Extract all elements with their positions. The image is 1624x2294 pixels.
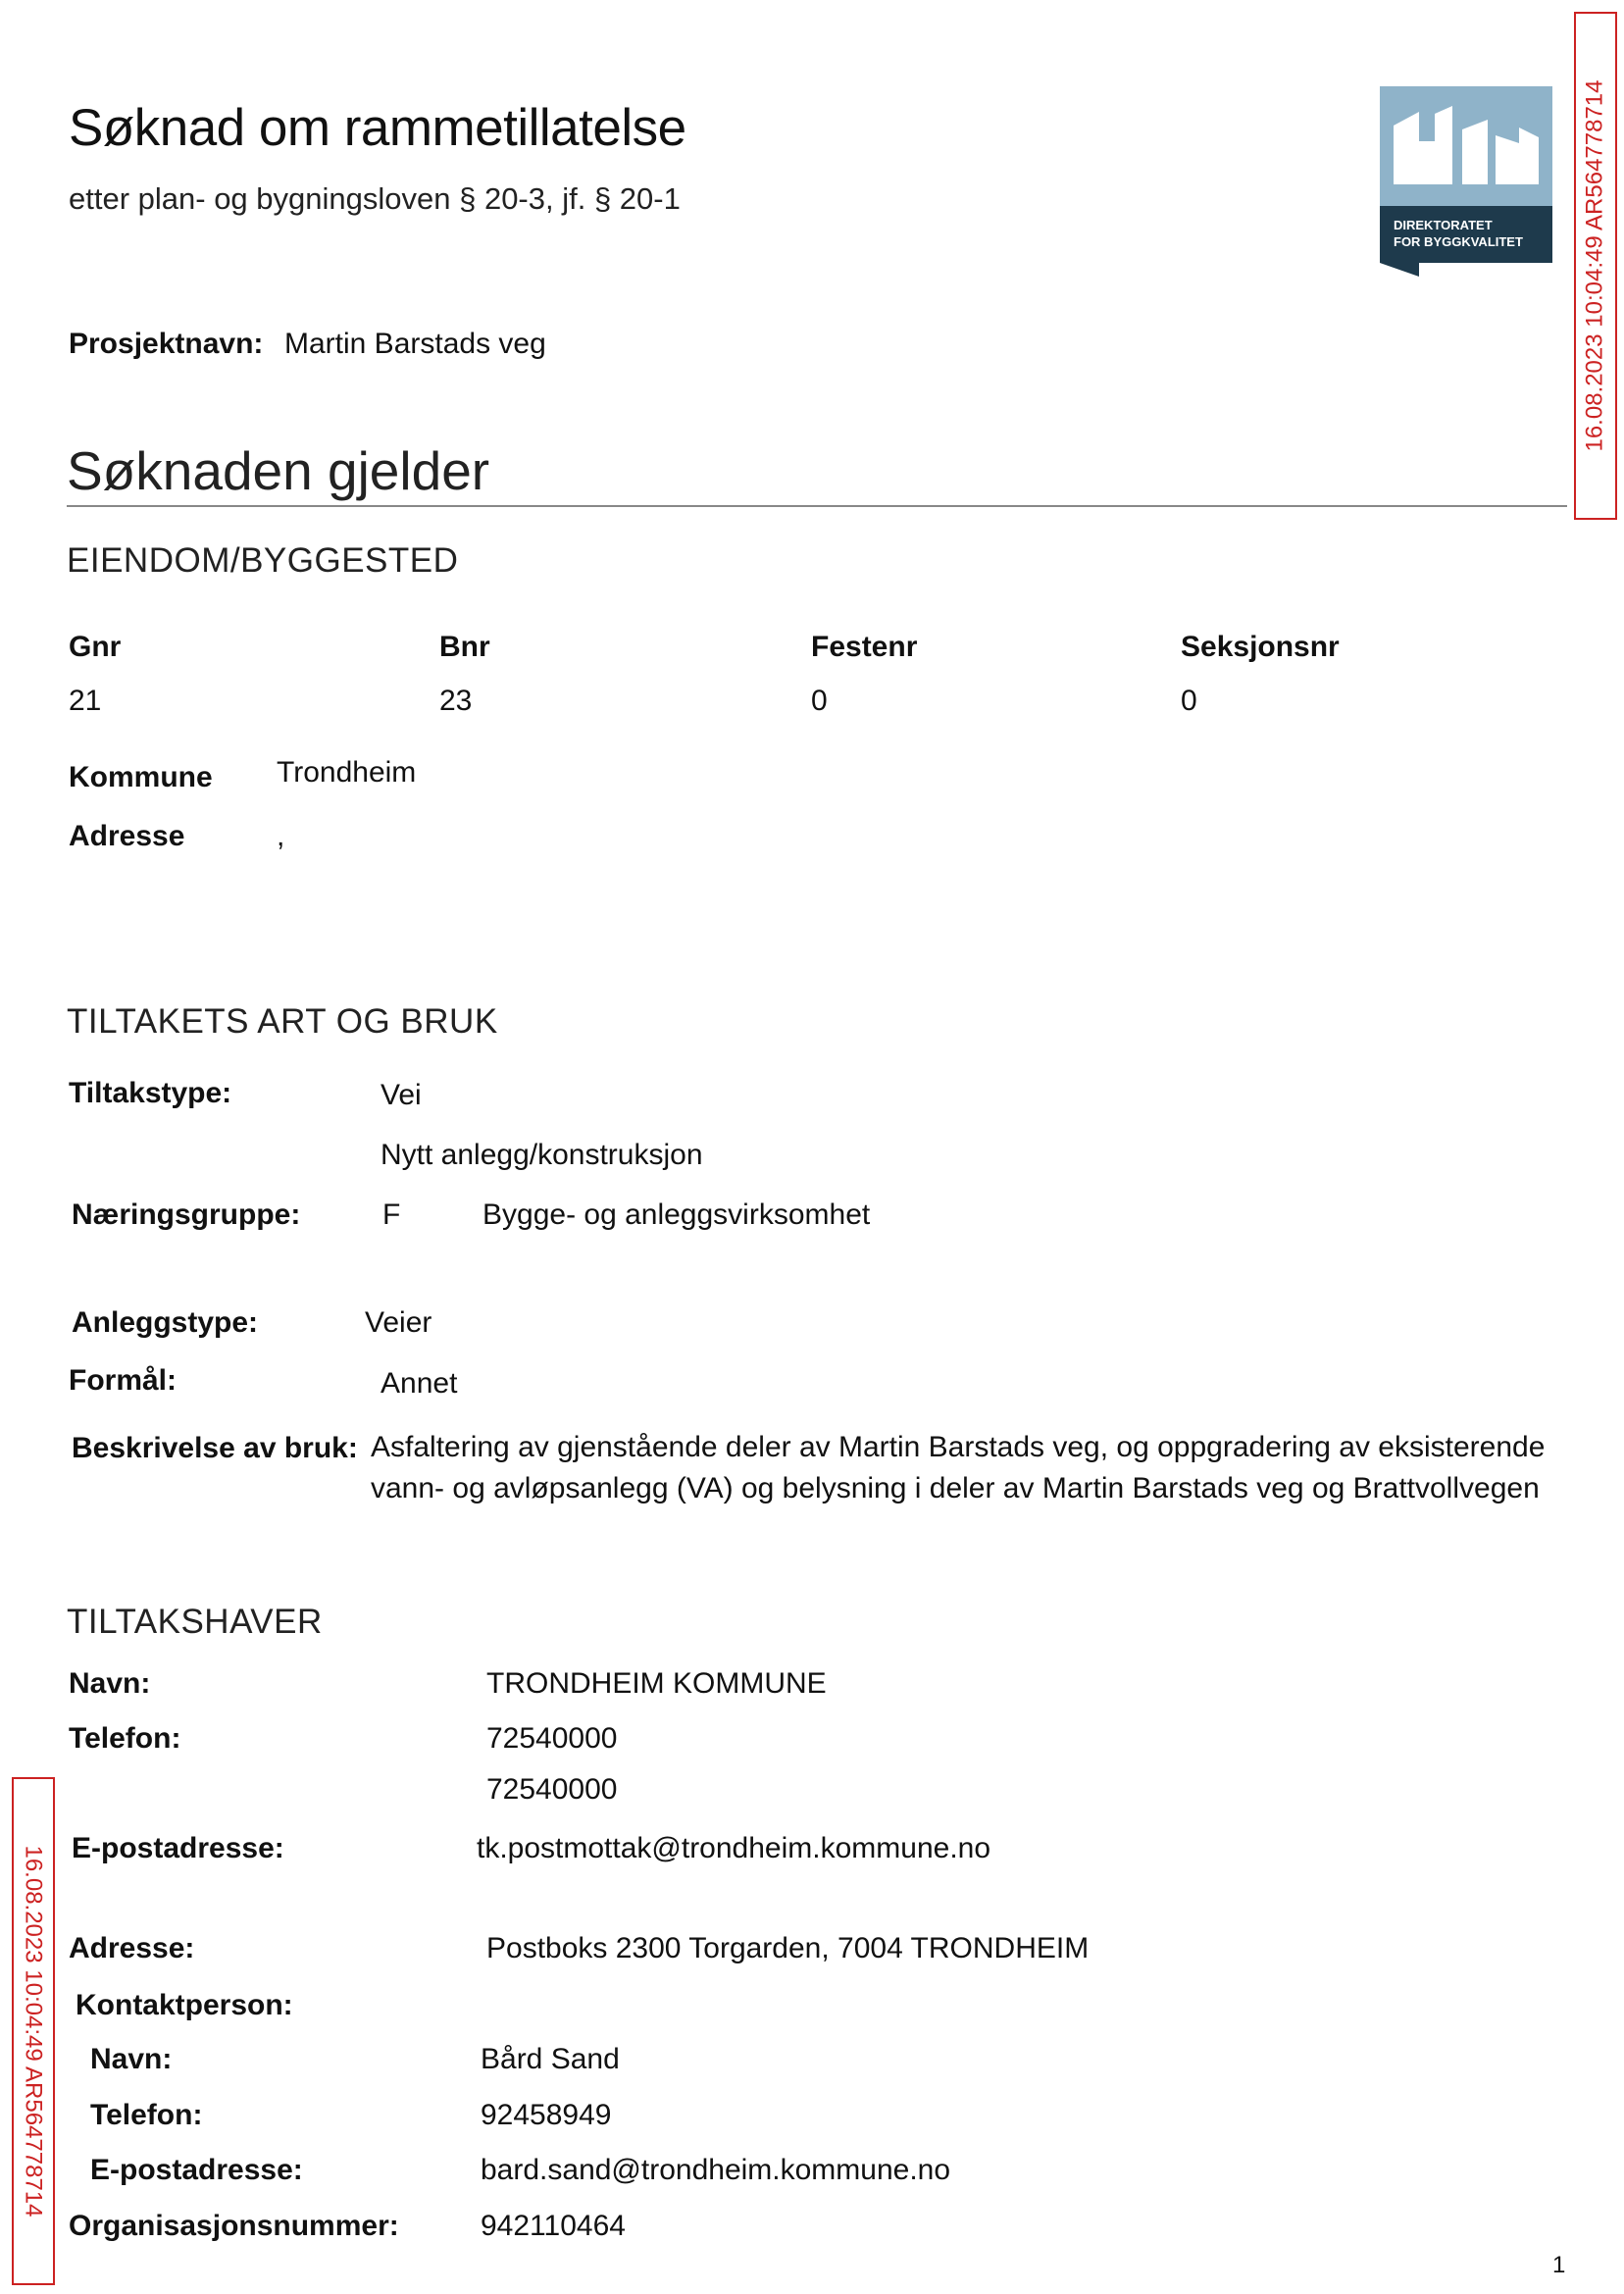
navn-value: TRONDHEIM KOMMUNE: [486, 1667, 827, 1700]
beskrivelse-label: Beskrivelse av bruk:: [72, 1432, 358, 1464]
telefon-label: Telefon:: [69, 1722, 181, 1755]
naeringsgruppe-code: F: [382, 1198, 401, 1231]
anleggstype-label: Anleggstype:: [72, 1306, 259, 1339]
stamp-text: 16.08.2023 10:04:49 AR564778714: [21, 1845, 47, 2218]
festenr-value: 0: [811, 685, 828, 717]
adresse-label: Adresse: [69, 820, 185, 852]
navn-label: Navn:: [69, 1667, 151, 1700]
kp-navn-label: Navn:: [90, 2043, 173, 2075]
kp-epost-label: E-postadresse:: [90, 2154, 303, 2186]
kontaktperson-label: Kontaktperson:: [76, 1989, 293, 2021]
kommune-value: Trondheim: [277, 756, 417, 789]
dibk-logo: [1380, 86, 1552, 277]
stamp-text: 16.08.2023 10:04:49 AR564778714: [1582, 79, 1608, 452]
kp-epost-value: bard.sand@trondheim.kommune.no: [481, 2154, 951, 2186]
naeringsgruppe-value: Bygge- og anleggsvirksomhet: [482, 1198, 871, 1231]
kp-telefon-label: Telefon:: [90, 2099, 203, 2131]
tiltak-heading: TILTAKETS ART OG BRUK: [67, 1002, 498, 1041]
telefon-value: 72540000: [486, 1722, 618, 1755]
tiltakshaver-heading: TILTAKSHAVER: [67, 1603, 323, 1641]
orgnr-value: 942110464: [481, 2210, 626, 2242]
adresse-label: Adresse:: [69, 1932, 195, 1964]
receipt-stamp-top: [1574, 12, 1617, 520]
telefon-value-secondary: 72540000: [486, 1773, 618, 1806]
section-divider: [67, 505, 1567, 507]
formal-value: Annet: [381, 1367, 458, 1400]
adresse-value: Postboks 2300 Torgarden, 7004 TRONDHEIM: [486, 1932, 1090, 1964]
tiltakstype-subtype: Nytt anlegg/konstruksjon: [381, 1139, 703, 1171]
tiltakstype-label: Tiltakstype:: [69, 1077, 232, 1109]
beskrivelse-value: Asfaltering av gjenstående deler av Martin Barstads veg, og oppgradering av eksisterende vann- og avløpsanlegg (VA) og belysning i deler av Martin Barstads veg og Brattvollvegen: [371, 1431, 1546, 1504]
epost-value: tk.postmottak@trondheim.kommune.no: [477, 1832, 991, 1864]
bnr-value: 23: [439, 685, 473, 717]
building-logo-icon: [1380, 86, 1552, 277]
gnr-value: 21: [69, 685, 102, 717]
eiendom-heading: EIENDOM/BYGGESTED: [67, 541, 459, 580]
kp-telefon-value: 92458949: [481, 2099, 612, 2131]
logo-text-line2: FOR BYGGKVALITET: [1394, 234, 1523, 249]
logo-text-line1: DIREKTORATET: [1394, 218, 1493, 232]
kommune-label: Kommune: [69, 761, 213, 793]
section-heading: Søknaden gjelder: [67, 440, 490, 501]
kp-navn-value: Bård Sand: [481, 2043, 620, 2075]
document-title: Søknad om rammetillatelse: [69, 99, 686, 157]
document-subtitle: etter plan- og bygningsloven § 20-3, jf. § 20-1: [69, 181, 681, 216]
project-label: Prosjektnavn:: [69, 328, 264, 360]
receipt-stamp-left: [12, 1777, 55, 2285]
festenr-label: Festenr: [811, 631, 918, 663]
project-value: Martin Barstads veg: [284, 328, 546, 360]
bnr-label: Bnr: [439, 631, 490, 663]
page-number: 1: [1552, 2252, 1566, 2278]
anleggstype-value: Veier: [365, 1306, 432, 1339]
gnr-label: Gnr: [69, 631, 122, 663]
seksjonsnr-value: 0: [1181, 685, 1197, 717]
orgnr-label: Organisasjonsnummer:: [69, 2210, 399, 2242]
seksjonsnr-label: Seksjonsnr: [1181, 631, 1340, 663]
formal-label: Formål:: [69, 1364, 178, 1397]
epost-label: E-postadresse:: [72, 1832, 284, 1864]
naeringsgruppe-label: Næringsgruppe:: [72, 1198, 301, 1231]
tiltakstype-value: Vei: [381, 1079, 422, 1111]
adresse-value: ,: [277, 820, 285, 852]
